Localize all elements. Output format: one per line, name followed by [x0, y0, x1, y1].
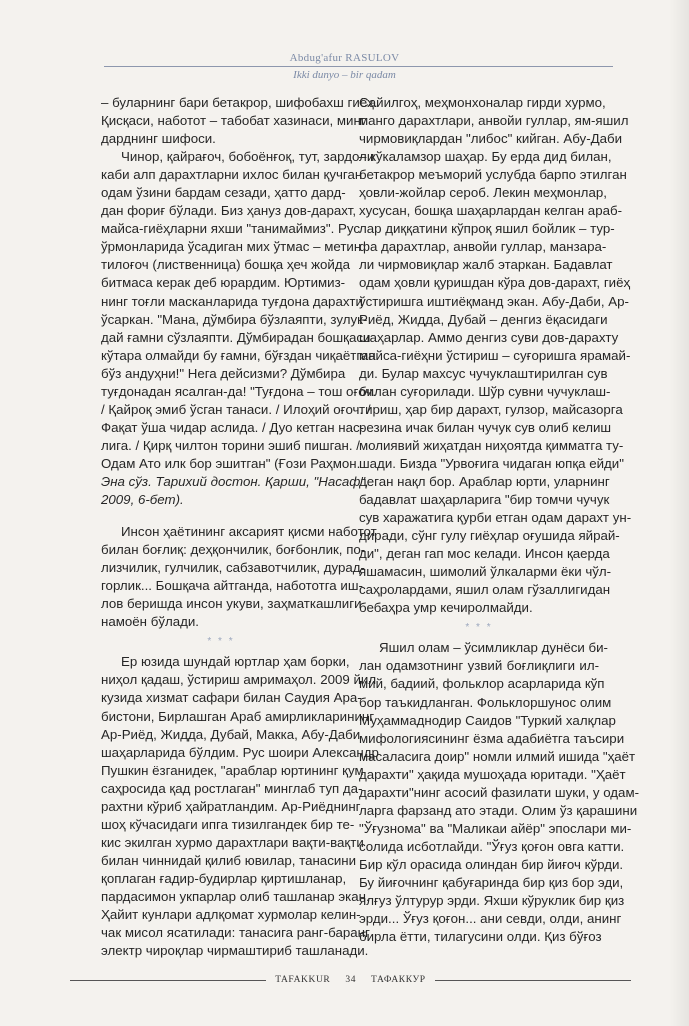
section-separator: * * *	[207, 636, 235, 648]
text-line: дан фориғ бўлади. Биз ҳануз дов-дарахт,	[101, 203, 357, 219]
text-line: Эна сўз. Тарихий достон. Қарши, "Насаф",	[101, 473, 369, 489]
text-line: одам ҳовли қуришдан кўра дов-дарахт, гиёҳ	[359, 275, 631, 291]
text-line: ўсаркан. "Мана, дўмбира бўзлаяпти, зулук-	[101, 311, 368, 327]
text-line: майса-гиёҳни ўстириш – суғоришга ярамай-	[359, 347, 631, 363]
text-line: чирмовиқлардан "либос" кийган. Абу-Даби	[359, 131, 623, 147]
right-column	[359, 94, 640, 946]
text-line: лар диққатини кўпроқ яшил бойлик – тур-	[359, 221, 615, 237]
footer-text	[266, 973, 435, 987]
footer-rule-right	[435, 980, 631, 981]
text-line: фа дарахтлар, анвойи гуллар, манзара-	[359, 239, 607, 255]
text-line: Риёд, Жидда, Дубай – денгиз ёқасидаги	[359, 311, 608, 327]
text-line: дарахти" ҳақида мушоҳада юритади. "Ҳаёт	[359, 766, 626, 782]
text-line: дарахти"нинг асосий фазилати шуки, у одам-	[359, 784, 640, 800]
text-line: саҳролардами, яшил олам гўзаллигидан	[359, 582, 611, 598]
text-line: майса-гиёҳларни яхши "танимаймиз". Рус	[101, 221, 360, 237]
text-line: Ар-Риёд, Жидда, Дубай, Макка, Абу-Даби	[101, 726, 361, 742]
text-line: битмаса керак деб юрардим. Юртимиз-	[101, 275, 346, 291]
text-line: молиявий жиҳатдан ниҳоятда қимматга ту-	[359, 437, 624, 453]
text-line: Ер юзида шундай юртлар ҳам борки,	[121, 654, 350, 670]
text-line: билан боғлиқ: деҳқончилик, боғбонлик, по-	[101, 542, 366, 558]
footer-left-title: TAFAKKUR	[275, 975, 331, 985]
text-line: каби алп дарахтларни ихлос билан қучган	[101, 167, 363, 183]
text-line: Инсон ҳаётининг аксарият қисми наботот	[121, 524, 377, 540]
text-line: Ҳайит кунлари адлқомат хурмолар келин-	[101, 907, 361, 923]
text-line: 2009, 6-бет).	[101, 492, 184, 508]
text-line: билан суғорилади. Шўр сувни чучуклаш-	[359, 383, 611, 399]
text-line: шади. Бизда "Урвоғига чидаган юпқа ейди"	[359, 455, 624, 471]
text-line: бадавлат шаҳарларига "бир томчи чучук	[359, 492, 610, 508]
text-line: қоплаган ғадир-будирлар қиртишланар,	[101, 870, 347, 886]
text-line: лизчилик, гулчилик, сабзавотчилик, дурад-	[101, 560, 365, 576]
text-line: билан чиннидай қилиб ювилар, танасини	[101, 852, 357, 868]
footer-right-title: ТАФАККУР	[371, 975, 426, 985]
header-subtitle: Ikki dunyo – bir qadam	[293, 69, 396, 81]
text-line: Бир кўл орасида олиндан бир йиғоч кўрди.	[359, 856, 624, 872]
text-line: дарднинг шифоси.	[101, 131, 216, 147]
text-line: одам ўзини бардам сезади, ҳатто дард-	[101, 185, 346, 201]
text-line: Сайилгоҳ, меҳмонхоналар гирди хурмо,	[359, 95, 606, 110]
text-line: Қисқаси, наботот – табобат хазинаси, минг	[101, 113, 366, 129]
text-line: пардасимон укпарлар олиб ташланар экан.	[101, 888, 370, 904]
text-line: мий, бадиий, фольклор асарларида кўп	[359, 676, 605, 692]
text-line: ди", деган гап мос келади. Инсон қаерда	[359, 546, 610, 562]
text-line: диради, сўнг гулу гиёҳлар оғушида яйрай-	[359, 528, 620, 544]
left-column	[101, 94, 379, 960]
text-line: сув харажатига қурби етган одам дарахт ун-	[359, 510, 632, 526]
text-line: Чинор, қайрағоч, бобоёнғоқ, тут, зардоли	[121, 149, 375, 165]
text-line: шоҳ кўчасидаги ипга тизилгандек бир те-	[101, 816, 355, 832]
text-line: ўрмонларида ўсадиган мих ўтмас – метин	[101, 239, 362, 255]
text-line: ялғуз ўлтурур эрди. Яхши кўруклик бир қиз	[359, 893, 625, 909]
text-line: нинг тоғли масканларида туғдона дарахти	[101, 293, 363, 309]
page-number: 34	[345, 975, 357, 985]
header-rule	[104, 66, 613, 67]
header-author: Abdug'afur RASULOV	[289, 52, 400, 64]
text-line: Фақат ўша чидар аслида. / Дуо кетган нас-	[101, 419, 365, 435]
text-line: масаласига доир" номли илмий ишида "ҳаёт	[359, 748, 636, 764]
text-line: бирла ётти, тилагусини олди. Қиз бўғоз	[359, 929, 602, 945]
text-line: Одам Ато илк бор эшитган" (Ғози Раҳмон.	[101, 455, 361, 471]
text-line: эрди... Ўғуз қоғон... ани севди, олди, анинг	[359, 911, 622, 927]
text-line: кис экилган хурмо дарахтлари вақти-вақти	[101, 834, 364, 850]
text-line: ўстиришга иштиёқманд экан. Абу-Даби, Ар-	[359, 293, 629, 309]
text-line: бор таъкидланган. Фольклоршунос олим	[359, 694, 612, 710]
text-line: / Қайроқ эмиб ўсган танаси. / Илоҳий оғоч. /	[101, 401, 371, 417]
text-line: кўтара олмайди бу ғамни, бўғздан чиқаётган	[101, 347, 376, 363]
text-line: "Ўғузнома" ва "Маликаи айёр" эпослари ми-	[359, 820, 632, 836]
text-line: бебаҳра умр кечиролмайди.	[359, 600, 533, 616]
text-line: Яшил олам – ўсимликлар дунёси би-	[379, 640, 608, 656]
text-line: яшамасин, шимолий ўлкаларми ёки чўл-	[359, 564, 612, 580]
text-line: – кўкаламзор шаҳар. Бу ерда дид билан,	[359, 149, 612, 165]
text-line: ҳовли-жойлар сероб. Лекин меҳмонлар,	[359, 185, 607, 201]
text-line: – буларнинг бари бетакрор, шифобахш гиёҳ.	[101, 95, 378, 110]
text-line: рахтни кўриб ҳайратландим. Ар-Риёднинг	[101, 798, 361, 814]
text-line: намоён бўлади.	[101, 614, 200, 630]
text-line: ди. Булар махсус чучуклаштирилган сув	[359, 365, 608, 381]
text-line: бўз андуҳни!" Нега дейсизми? Дўмбира	[101, 365, 346, 381]
text-line: манго дарахтлари, анвойи гуллар, ям-яшил	[359, 113, 629, 129]
paragraph-gap	[101, 509, 341, 523]
text-line: хусусан, бошқа шаҳарлардан келган араб-	[359, 203, 623, 219]
text-line: дай ғамни сўзлаяпти. Дўмбирадан бошқаси	[101, 329, 371, 345]
footer-rule-left	[70, 980, 266, 981]
page-footer	[0, 973, 689, 987]
text-line: деган нақл бор. Араблар юрти, уларнинг	[359, 473, 610, 489]
text-line: кузида хизмат сафари билан Саудия Ара-	[101, 690, 362, 706]
section-separator: * * *	[465, 622, 493, 634]
text-line: бетакрор меъморий услубда барпо этилган	[359, 167, 627, 183]
text-line: шаҳарлар. Аммо денгиз суви дов-дарахту	[359, 329, 619, 345]
text-line: ли чирмовиқлар жалб этаркан. Бадавлат	[359, 257, 613, 273]
text-line: туғдонадан ясалган-да! "Туғдона – тош оғоч.	[101, 383, 377, 399]
text-line: ларга фарзанд ато этади. Олим ўз қарашини	[359, 802, 638, 818]
text-line: Пушкин ёзганидек, "араблар юртининг қум	[101, 762, 364, 778]
text-line: саҳросида қад ростлаган" минглаб туп да-	[101, 780, 363, 796]
text-line: электр чироқлар чирмаштириб ташланади.	[101, 943, 369, 959]
text-line: тириш, ҳар бир дарахт, гулзор, майсазорга	[359, 401, 623, 417]
text-line: мифологиясининг ёзма адабиётга таъсири	[359, 730, 625, 746]
text-line: лов беришда инсон укуви, заҳматкашлиги	[101, 596, 362, 612]
text-line: ниҳол қадаш, ўстириш амримаҳол. 2009 йил	[101, 672, 377, 688]
text-line: солида исботлайди. "Ўғуз қоғон овга катти.	[359, 838, 625, 854]
page-edge-shadow	[669, 0, 689, 1026]
text-line: Бу йиғочнинг қабуғаринда бир қиз бор эди,	[359, 874, 624, 890]
text-line: бистони, Бирлашган Араб амирликларининг	[101, 708, 375, 724]
text-line: горлик... Бошқача айтганда, набототга иш-	[101, 578, 363, 594]
running-header	[0, 52, 689, 65]
text-line: лига. / Қирқ чилтон торини эшиб пишган. /	[101, 437, 360, 453]
text-line: лан одамзотнинг узвий боғлиқлиги ил-	[359, 658, 599, 674]
text-line: резина ичак билан чучук сув олиб келиш	[359, 419, 612, 435]
text-line: шаҳарларида бўлдим. Рус шоири Александр	[101, 744, 379, 760]
text-line: тилоғоч (лиственница) бошқа ҳеч жойда	[101, 257, 350, 273]
text-line: Муҳаммаднодир Саидов "Туркий халқлар	[359, 712, 616, 728]
text-line: чак мисол ясатилади: танасига ранг-баранг	[101, 925, 370, 941]
